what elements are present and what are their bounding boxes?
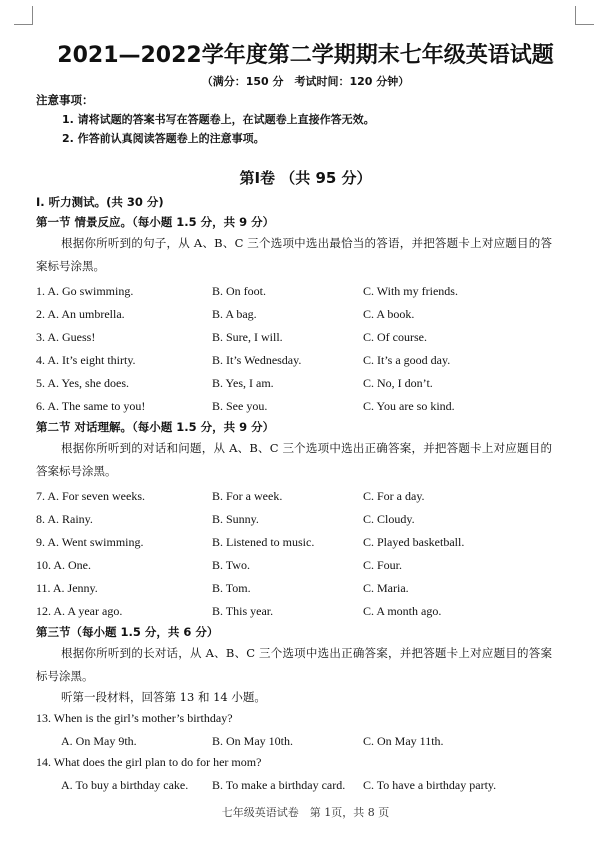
material-note: 听第一段材料，回答第 13 和 14 小题。 [61, 690, 266, 704]
section1-instruction: 根据你所听到的句子，从 A、B、C 三个选项中选出最恰当的答语，并把答题卡上对应题目的答案标号涂黑。 [36, 236, 552, 273]
q2-option-b: B. A bag. [212, 307, 257, 321]
q4-option-c: C. It’s a good day. [363, 353, 451, 367]
q14-option-c: C. To have a birthday party. [363, 778, 497, 792]
q13-option-c: C. On May 11th. [363, 734, 444, 748]
q8-option-c: C. Cloudy. [363, 512, 415, 526]
q3-option-a: 3. A. Guess! [36, 330, 96, 344]
q9-option-b: B. Listened to music. [212, 535, 315, 549]
q12-option-c: C. A month ago. [363, 604, 442, 618]
q1-option-a: 1. A. Go swimming. [36, 284, 134, 298]
q13-option-a: A. On May 9th. [61, 734, 137, 748]
q1-option-b: B. On foot. [212, 284, 266, 298]
q11-option-b: B. Tom. [212, 581, 251, 595]
section2-heading: 第二节 对话理解。（每小题 1.5 分，共 9 分） [36, 420, 275, 434]
q6-option-b: B. See you. [212, 399, 268, 413]
q6-option-a: 6. A. The same to you! [36, 399, 146, 413]
q10-option-a: 10. A. One. [36, 558, 91, 572]
q10-option-c: C. Four. [363, 558, 403, 572]
q9-option-a: 9. A. Went swimming. [36, 535, 144, 549]
q5-option-c: C. No, I don’t. [363, 376, 433, 390]
q2-option-a: 2. A. An umbrella. [36, 307, 125, 321]
q5-option-b: B. Yes, I am. [212, 376, 274, 390]
q8-option-b: B. Sunny. [212, 512, 259, 526]
section3-instruction: 根据你所听到的长对话，从 A、B、C 三个选项中选出正确答案，并把答题卡上对应题目的答案标号涂黑。 [36, 646, 552, 683]
q7-option-a: 7. A. For seven weeks. [36, 489, 145, 503]
q11-option-c: C. Maria. [363, 581, 409, 595]
q10-option-b: B. Two. [212, 558, 250, 572]
q14-option-a: A. To buy a birthday cake. [61, 778, 189, 792]
q3-option-c: C. Of course. [363, 330, 427, 344]
note-item-1: 1. 请将试题的答案书写在答题卷上，在试题卷上直接作答无效。 [62, 113, 375, 126]
q9-option-c: C. Played basketball. [363, 535, 465, 549]
q2-option-c: C. A book. [363, 307, 415, 321]
q7-option-b: B. For a week. [212, 489, 283, 503]
q1-option-c: C. With my friends. [363, 284, 458, 298]
q8-option-a: 8. A. Rainy. [36, 512, 93, 526]
exam-subtitle: （满分：150 分 考试时间：120 分钟） [201, 75, 410, 88]
exam-title: 2021—2022学年度第二学期期末七年级英语试题 [57, 43, 554, 68]
q13-stem: 13. When is the girl’s mother’s birthday? [36, 711, 233, 725]
q14-stem: 14. What does the girl plan to do for her mom? [36, 755, 262, 769]
notes-heading: 注意事项： [36, 93, 94, 107]
section2-instruction: 根据你所听到的对话和问题，从 A、B、C 三个选项中选出正确答案，并把答题卡上对应题目的答案标号涂黑。 [36, 441, 552, 478]
page-footer: 七年级英语试卷 第 1页，共 8 页 [221, 806, 390, 819]
q14-option-b: B. To make a birthday card. [212, 778, 346, 792]
q6-option-c: C. You are so kind. [363, 399, 455, 413]
q7-option-c: C. For a day. [363, 489, 425, 503]
q11-option-a: 11. A. Jenny. [36, 581, 98, 595]
section1-heading: 第一节 情景反应。（每小题 1.5 分，共 9 分） [36, 215, 275, 229]
part1-heading: Ⅰ. 听力测试。(共 30 分) [36, 195, 164, 209]
q3-option-b: B. Sure, I will. [212, 330, 283, 344]
section3-heading: 第三节（每小题 1.5 分，共 6 分） [36, 625, 219, 639]
q12-option-a: 12. A. A year ago. [36, 604, 123, 618]
volume-title: 第Ⅰ卷 （共 95 分） [239, 169, 372, 187]
q4-option-a: 4. A. It’s eight thirty. [36, 353, 136, 367]
q4-option-b: B. It’s Wednesday. [212, 353, 302, 367]
note-item-2: 2. 作答前认真阅读答题卷上的注意事项。 [62, 132, 265, 145]
q12-option-b: B. This year. [212, 604, 274, 618]
q13-option-b: B. On May 10th. [212, 734, 293, 748]
q5-option-a: 5. A. Yes, she does. [36, 376, 130, 390]
